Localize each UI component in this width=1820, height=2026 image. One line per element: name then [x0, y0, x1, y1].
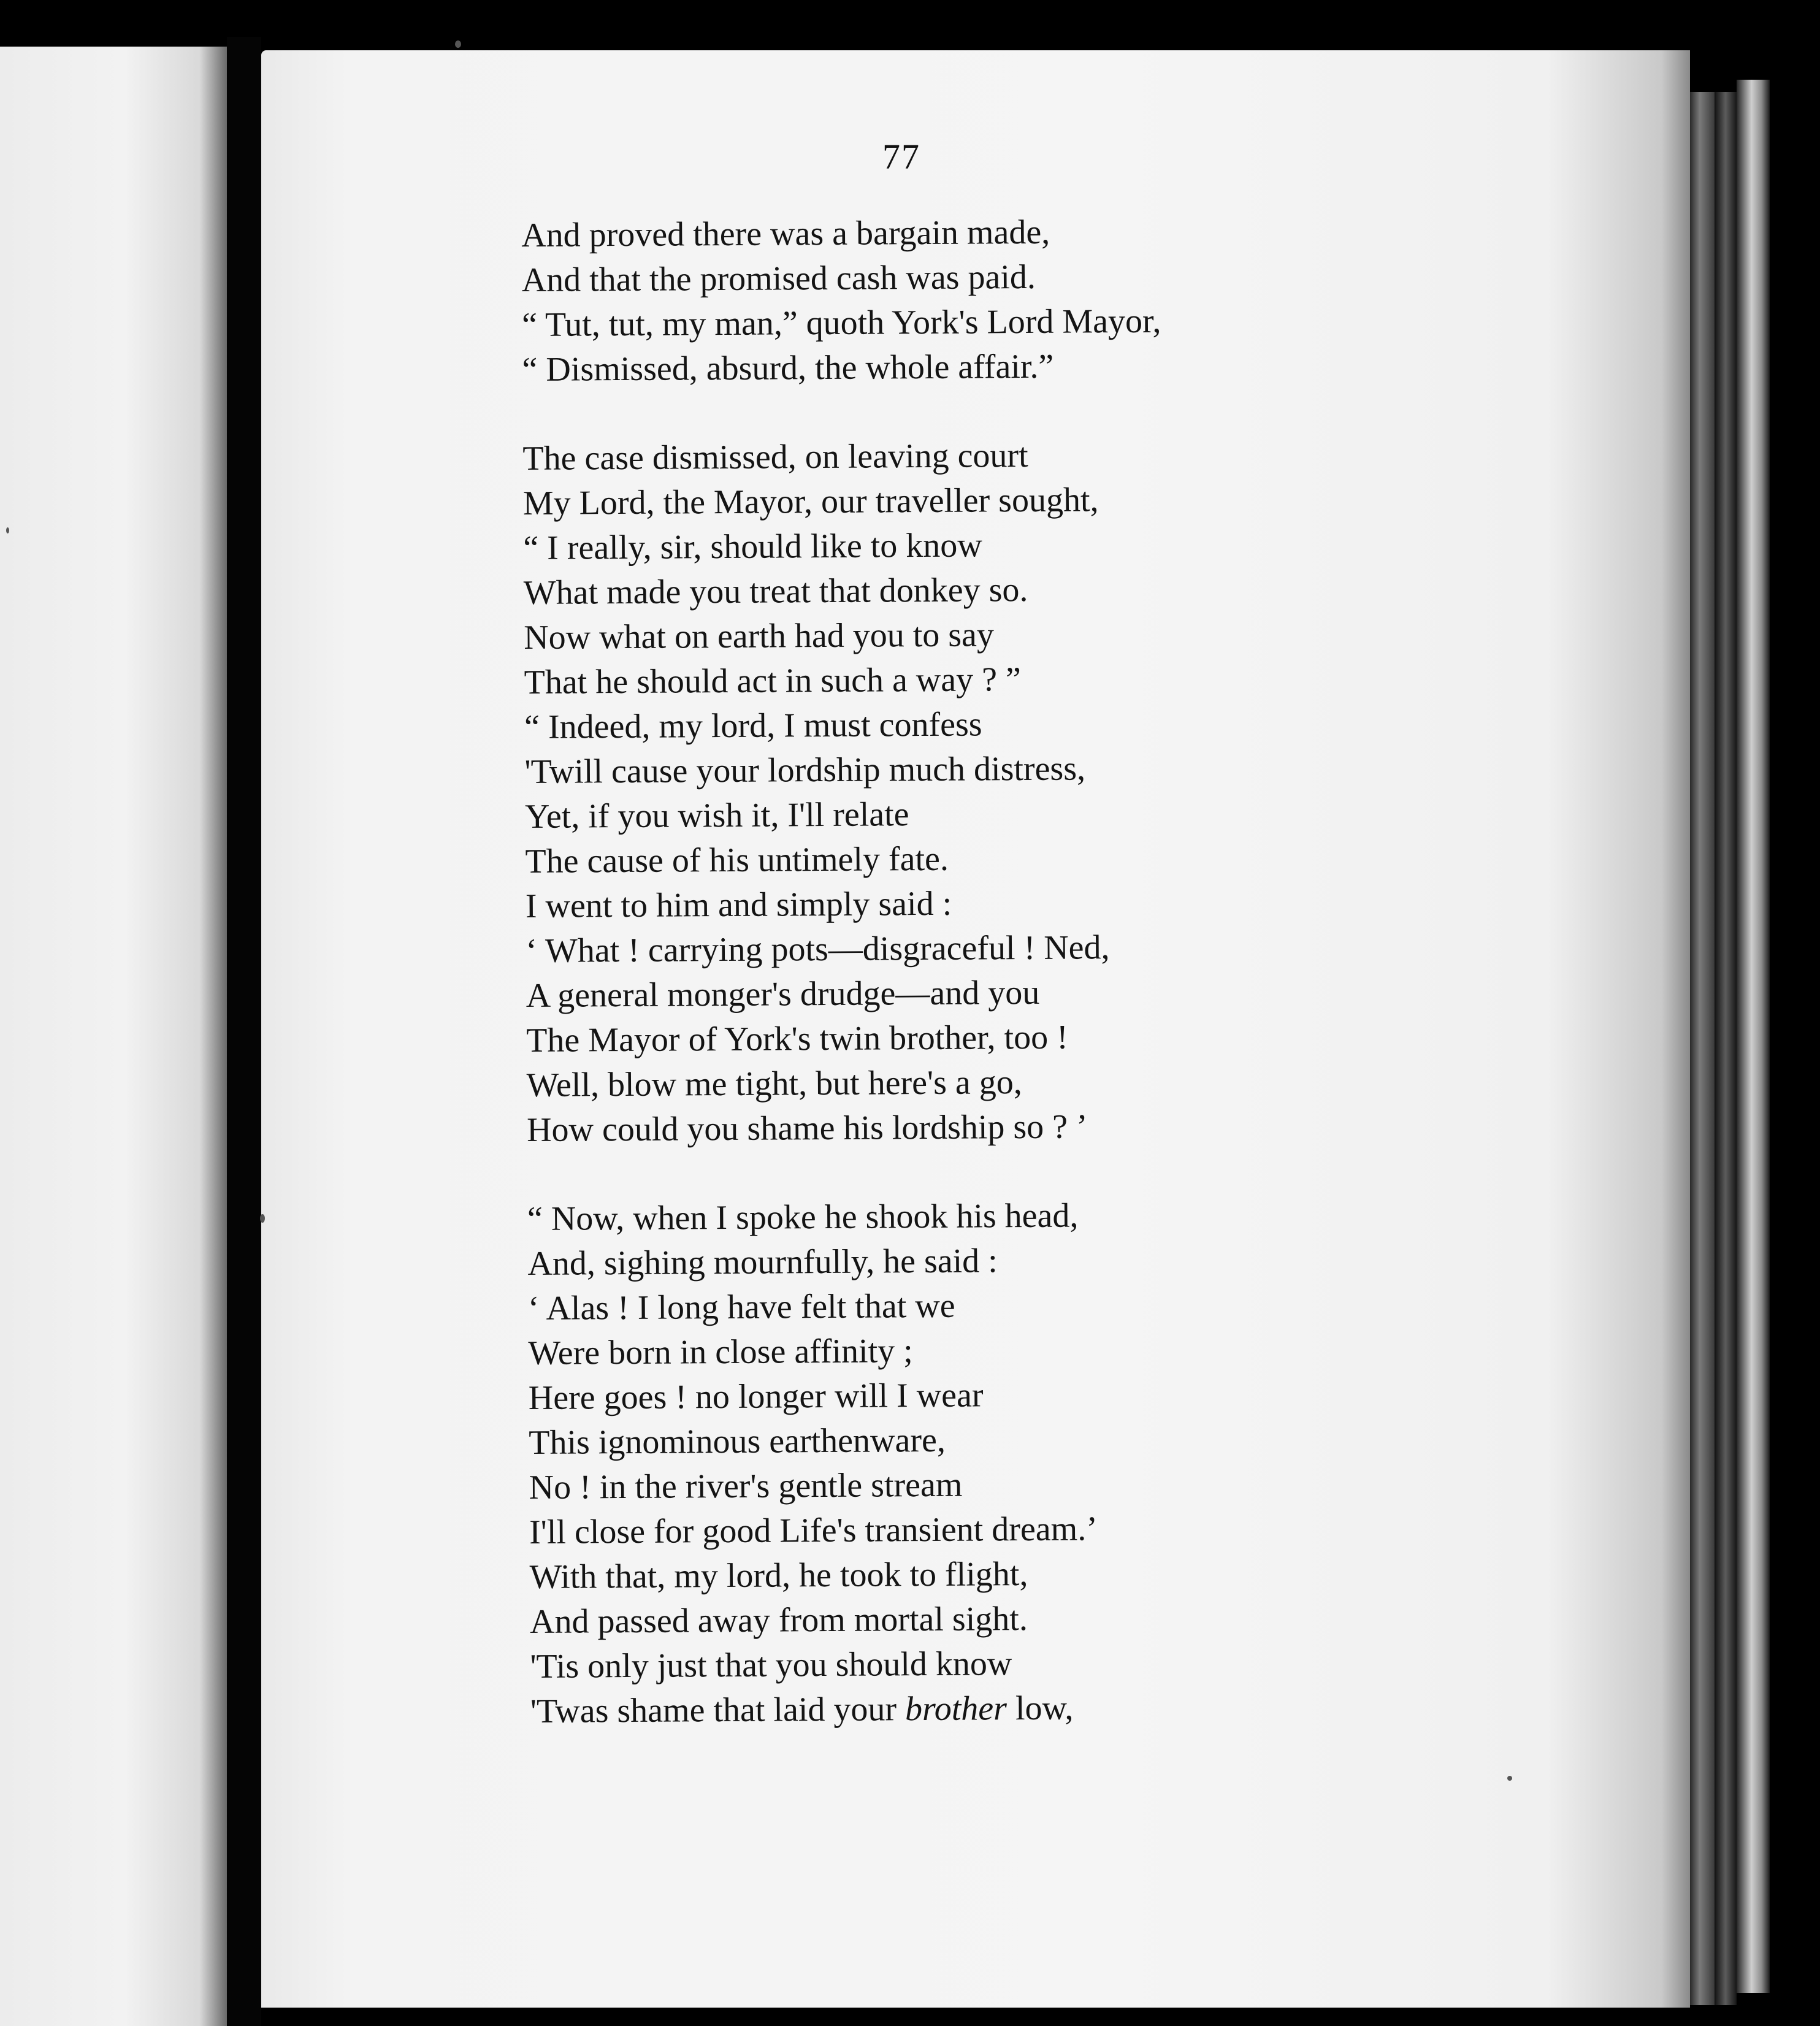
- verse-line: The case dismissed, on leaving court: [522, 436, 1028, 478]
- verse-line: With that, my lord, he took to flight,: [529, 1554, 1028, 1596]
- verse-line: 'Twill cause your lordship much distress,: [524, 749, 1086, 791]
- page-edge: [1770, 74, 1820, 1987]
- verse-line: Now what on earth had you to say: [524, 616, 995, 657]
- dust-speck: [260, 1214, 265, 1223]
- italic-word: brother: [904, 1689, 1008, 1729]
- verse-line: No ! in the river's gentle stream: [529, 1466, 963, 1507]
- verse-line: Here goes ! no longer will I wear: [528, 1376, 984, 1417]
- verse-line: And, sighing mournfully, he said :: [527, 1242, 998, 1283]
- left-page: [0, 47, 227, 2026]
- verse-line-with-italic: [530, 1684, 1389, 1734]
- verse-line: I'll close for good Life's transient dream.’: [529, 1510, 1098, 1551]
- poem-text: [521, 208, 1389, 1734]
- verse-line: 'Tis only just that you should know: [530, 1645, 1012, 1686]
- verse-line: Well, blow me tight, but here's a go,: [526, 1063, 1022, 1104]
- dust-speck: [1507, 1776, 1512, 1781]
- dust-speck: [6, 527, 9, 533]
- stanza: [521, 208, 1381, 392]
- verse-line: This ignominous earthenware,: [529, 1421, 946, 1462]
- verse-line: That he should act in such a way ? ”: [524, 660, 1022, 701]
- stanza: [527, 1191, 1389, 1734]
- verse-line: Were born in close affinity ;: [528, 1332, 913, 1372]
- verse-line: The cause of his untimely fate.: [525, 839, 949, 881]
- page-edge: [1690, 92, 1715, 2005]
- verse-line: “ I really, sir, should like to know: [523, 526, 982, 567]
- line-text: low,: [1006, 1689, 1074, 1728]
- stanza: [522, 431, 1385, 1153]
- dust-speck: [455, 40, 461, 48]
- verse-line: ‘ Alas ! I long have felt that we: [527, 1286, 955, 1328]
- page-edge: [1737, 80, 1770, 1993]
- verse-line: “ Dismissed, absurd, the whole affair.”: [522, 347, 1054, 389]
- verse-line: And proved there was a bargain made,: [521, 213, 1050, 254]
- page-edge: [1715, 92, 1737, 2005]
- verse-line: How could you shame his lordship so ? ’: [526, 1107, 1088, 1149]
- verse-line: My Lord, the Mayor, our traveller sought,: [522, 481, 1099, 522]
- verse-line: “ Tut, tut, my man,” quoth York's Lord Mayor,: [521, 302, 1161, 344]
- verse-line: “ Now, when I spoke he shook his head,: [527, 1196, 1079, 1238]
- verse-line: I went to him and simply said :: [525, 884, 952, 925]
- page-number: 77: [882, 137, 920, 177]
- line-text: 'Twas shame that laid your: [530, 1690, 906, 1730]
- book-gutter: [227, 37, 261, 2026]
- verse-line: A general monger's drudge—and you: [526, 973, 1040, 1015]
- verse-line: ‘ What ! carrying pots—disgraceful ! Ned,: [526, 928, 1110, 970]
- verse-line: And passed away from mortal sight.: [529, 1599, 1028, 1641]
- verse-line: The Mayor of York's twin brother, too !: [526, 1018, 1068, 1060]
- verse-line: “ Indeed, my lord, I must confess: [524, 705, 982, 746]
- verse-line: And that the promised cash was paid.: [521, 258, 1036, 299]
- verse-line: Yet, if you wish it, I'll relate: [524, 795, 909, 836]
- verse-line: What made you treat that donkey so.: [523, 570, 1028, 612]
